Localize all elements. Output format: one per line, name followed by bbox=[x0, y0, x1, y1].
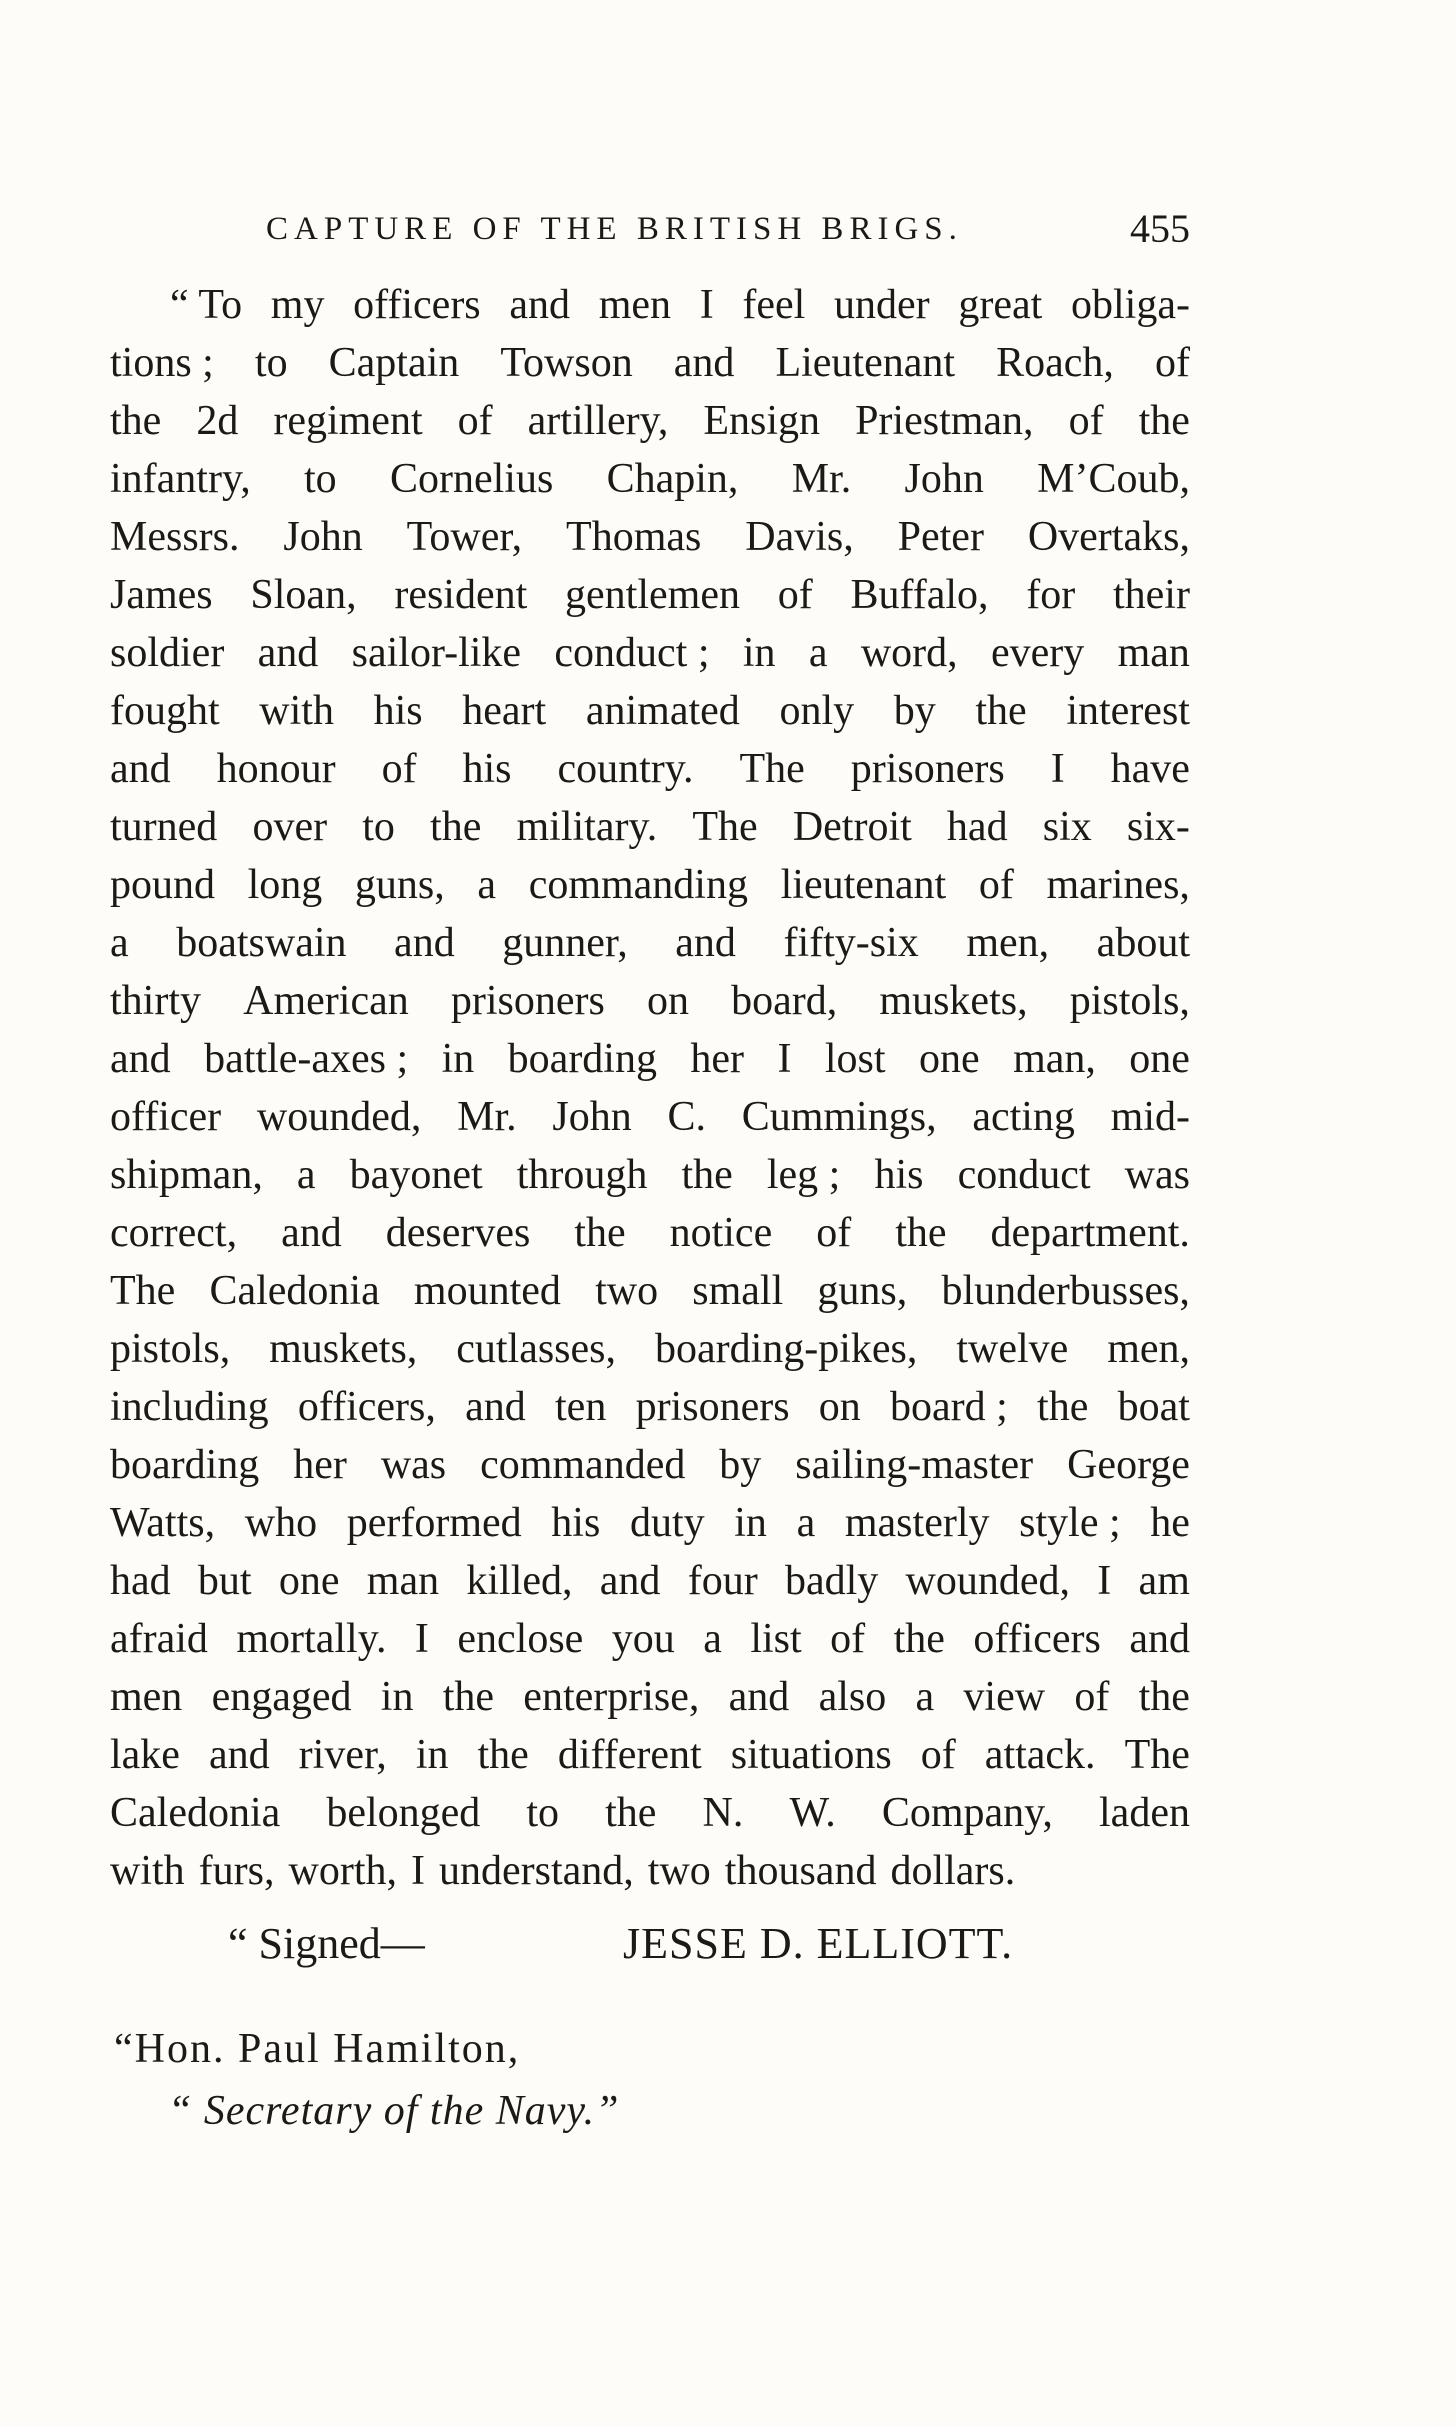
word: board, bbox=[731, 978, 838, 1024]
word: the bbox=[895, 1210, 947, 1256]
word: Buffalo, bbox=[850, 572, 989, 618]
word: one bbox=[1129, 1036, 1190, 1082]
word: pistols, bbox=[1069, 978, 1190, 1024]
word: Sloan, bbox=[250, 572, 357, 618]
addressee: “Hon. Paul Hamilton, bbox=[114, 2026, 521, 2072]
word: her bbox=[690, 1036, 745, 1082]
word: tions ; bbox=[110, 340, 214, 386]
text-line bbox=[110, 1030, 1190, 1088]
word: Thomas bbox=[566, 514, 702, 560]
word: of bbox=[816, 1210, 852, 1256]
page-number: 455 bbox=[1130, 206, 1190, 251]
word: C. bbox=[667, 1094, 706, 1140]
word: one bbox=[918, 1036, 980, 1082]
word: Mr. bbox=[791, 456, 852, 502]
word: mid- bbox=[1110, 1094, 1190, 1140]
text-line bbox=[110, 334, 1190, 392]
word: Towson bbox=[500, 340, 633, 386]
word: four bbox=[687, 1558, 758, 1604]
word: Caledonia bbox=[110, 1790, 281, 1836]
word: lost bbox=[824, 1036, 886, 1082]
word: including bbox=[110, 1384, 269, 1430]
word: sailor-like bbox=[351, 630, 522, 676]
word: the bbox=[1138, 1674, 1190, 1720]
text-line bbox=[110, 1146, 1190, 1204]
word: I bbox=[414, 1616, 429, 1662]
word: Detroit bbox=[792, 804, 912, 850]
word: guns, bbox=[817, 1268, 908, 1314]
text-line bbox=[110, 1552, 1190, 1610]
word: his bbox=[874, 1152, 924, 1198]
word: a bbox=[477, 862, 497, 908]
word: list bbox=[750, 1616, 802, 1662]
word: fifty-six bbox=[783, 920, 919, 966]
word: officers bbox=[353, 282, 481, 328]
word: Chapin, bbox=[606, 456, 739, 502]
word: Priestman, bbox=[855, 398, 1034, 444]
word: James bbox=[110, 572, 213, 618]
word: prisoners bbox=[450, 978, 605, 1024]
word: officers, bbox=[297, 1384, 436, 1430]
text-line bbox=[110, 624, 1190, 682]
word: I bbox=[777, 1036, 792, 1082]
word: by bbox=[719, 1442, 762, 1488]
word: belonged bbox=[326, 1790, 481, 1836]
word: had bbox=[946, 804, 1008, 850]
word: over bbox=[252, 804, 328, 850]
word: of bbox=[830, 1616, 866, 1662]
word: to bbox=[254, 340, 288, 386]
word: Roach, bbox=[996, 340, 1114, 386]
word: a bbox=[796, 1500, 816, 1546]
word: engaged bbox=[211, 1674, 352, 1720]
text-line bbox=[110, 1494, 1190, 1552]
word: and bbox=[1129, 1616, 1190, 1662]
word: boarding bbox=[507, 1036, 657, 1082]
word: on bbox=[818, 1384, 861, 1430]
word: six- bbox=[1126, 804, 1190, 850]
word: and bbox=[509, 282, 570, 328]
text-line bbox=[110, 392, 1190, 450]
word: leg ; bbox=[766, 1152, 841, 1198]
word: wounded, bbox=[905, 1558, 1071, 1604]
word: killed, bbox=[466, 1558, 573, 1604]
word: Messrs. bbox=[110, 514, 240, 560]
word: and bbox=[208, 1732, 270, 1778]
signature-line bbox=[110, 1918, 1190, 1978]
word: also bbox=[818, 1674, 887, 1720]
word: have bbox=[1110, 746, 1190, 792]
word: Mr. bbox=[457, 1094, 517, 1140]
word: every bbox=[990, 630, 1085, 676]
word: mortally. bbox=[236, 1616, 387, 1662]
word: Cornelius bbox=[389, 456, 554, 502]
word: the bbox=[893, 1616, 945, 1662]
word: great bbox=[958, 282, 1043, 328]
text-line bbox=[110, 1320, 1190, 1378]
word: the bbox=[681, 1152, 733, 1198]
word: W. bbox=[789, 1790, 836, 1836]
word: of bbox=[978, 862, 1014, 908]
word: boarding bbox=[110, 1442, 260, 1488]
word: of bbox=[1074, 1674, 1110, 1720]
word: blunderbusses, bbox=[941, 1268, 1190, 1314]
word: and bbox=[110, 746, 171, 792]
word: word, bbox=[860, 630, 958, 676]
word: notice bbox=[669, 1210, 773, 1256]
word: boarding-pikes, bbox=[654, 1326, 918, 1372]
word: men bbox=[598, 282, 671, 328]
word: I bbox=[1097, 1558, 1112, 1604]
word: six bbox=[1042, 804, 1092, 850]
word: of bbox=[777, 572, 813, 618]
word: for bbox=[1026, 572, 1076, 618]
word: and bbox=[257, 630, 319, 676]
text-line bbox=[110, 1378, 1190, 1436]
text-line bbox=[110, 450, 1190, 508]
word: of bbox=[381, 746, 417, 792]
word: lieutenant bbox=[780, 862, 947, 908]
word: guns, bbox=[354, 862, 445, 908]
word: river, bbox=[298, 1732, 387, 1778]
word: the bbox=[477, 1732, 529, 1778]
signature: JESSE D. ELLIOTT. bbox=[623, 1919, 1014, 1968]
word: the bbox=[1037, 1384, 1089, 1430]
word: Peter bbox=[897, 514, 984, 560]
word: Ensign bbox=[703, 398, 821, 444]
word: about bbox=[1096, 920, 1190, 966]
word: commanding bbox=[528, 862, 748, 908]
word: dollars. bbox=[890, 1848, 1016, 1894]
word: small bbox=[692, 1268, 784, 1314]
word: on bbox=[647, 978, 689, 1024]
word: officers bbox=[973, 1616, 1101, 1662]
word: gentlemen bbox=[565, 572, 740, 618]
word: correct, bbox=[110, 1210, 238, 1256]
word: resident bbox=[394, 572, 528, 618]
text-line bbox=[110, 682, 1190, 740]
word: understand, bbox=[439, 1848, 634, 1894]
word: a bbox=[808, 630, 828, 676]
word: Davis, bbox=[745, 514, 854, 560]
text-line bbox=[110, 740, 1190, 798]
word: conduct ; bbox=[554, 630, 710, 676]
word: style ; bbox=[1019, 1500, 1121, 1546]
word: was bbox=[380, 1442, 447, 1488]
text-line bbox=[110, 1436, 1190, 1494]
word: a bbox=[703, 1616, 722, 1662]
word: duty bbox=[629, 1500, 705, 1546]
word: to bbox=[304, 456, 337, 502]
word: situations bbox=[730, 1732, 892, 1778]
word: boatswain bbox=[176, 920, 347, 966]
text-line bbox=[110, 508, 1190, 566]
text-line bbox=[110, 914, 1190, 972]
word: had bbox=[110, 1558, 171, 1604]
word: 2d bbox=[196, 398, 239, 444]
word: obliga- bbox=[1070, 282, 1190, 328]
word: afraid bbox=[110, 1616, 208, 1662]
word: Company, bbox=[881, 1790, 1053, 1836]
word: was bbox=[1124, 1152, 1190, 1198]
word: of bbox=[1068, 398, 1104, 444]
word: performed bbox=[346, 1500, 522, 1546]
signed-label: “ Signed— bbox=[228, 1919, 425, 1968]
text-line bbox=[110, 1204, 1190, 1262]
word: regiment bbox=[273, 398, 423, 444]
word: bayonet bbox=[349, 1152, 483, 1198]
word: by bbox=[893, 688, 936, 734]
running-head bbox=[110, 205, 1190, 255]
word: turned bbox=[110, 804, 218, 850]
word: laden bbox=[1099, 1790, 1190, 1836]
word: am bbox=[1138, 1558, 1190, 1604]
word: with bbox=[259, 688, 334, 734]
text-line bbox=[110, 1610, 1190, 1668]
word: I bbox=[411, 1848, 425, 1894]
word: worth, bbox=[288, 1848, 397, 1894]
word: lake bbox=[110, 1732, 180, 1778]
word: deserves bbox=[385, 1210, 531, 1256]
word: a bbox=[296, 1152, 316, 1198]
word: The bbox=[1124, 1732, 1190, 1778]
word: Cummings, bbox=[741, 1094, 937, 1140]
word: marines, bbox=[1046, 862, 1190, 908]
word: military. bbox=[516, 804, 658, 850]
word: muskets, bbox=[269, 1326, 418, 1372]
word: department. bbox=[990, 1210, 1190, 1256]
word: The bbox=[110, 1268, 176, 1314]
word: of bbox=[457, 398, 493, 444]
word: men bbox=[110, 1674, 183, 1720]
word: M’Coub, bbox=[1037, 456, 1190, 502]
letter-body bbox=[110, 276, 1190, 1900]
word: officer bbox=[110, 1094, 222, 1140]
word: different bbox=[557, 1732, 702, 1778]
word: artillery, bbox=[527, 398, 669, 444]
word: a bbox=[915, 1674, 935, 1720]
word: their bbox=[1113, 572, 1190, 618]
word: view bbox=[963, 1674, 1046, 1720]
word: acting bbox=[972, 1094, 1075, 1140]
word: fought bbox=[110, 688, 220, 734]
word: The bbox=[692, 804, 758, 850]
word: soldier bbox=[110, 630, 225, 676]
word: man bbox=[1117, 630, 1190, 676]
word: the bbox=[430, 804, 482, 850]
word: American bbox=[243, 978, 409, 1024]
word: enclose bbox=[457, 1616, 584, 1662]
running-title: CAPTURE OF THE BRITISH BRIGS. bbox=[266, 211, 963, 247]
word: sailing-master bbox=[795, 1442, 1034, 1488]
word: his bbox=[551, 1500, 601, 1546]
word: shipman, bbox=[110, 1152, 263, 1198]
text-line bbox=[110, 1842, 1190, 1900]
word: my bbox=[270, 282, 325, 328]
word: John bbox=[552, 1094, 632, 1140]
word: animated bbox=[585, 688, 740, 734]
word: Tower, bbox=[406, 514, 523, 560]
word: of bbox=[1154, 340, 1190, 386]
word: gunner, bbox=[502, 920, 628, 966]
text-line bbox=[110, 1726, 1190, 1784]
word: heart bbox=[462, 688, 547, 734]
word: the bbox=[605, 1790, 657, 1836]
text-line bbox=[110, 856, 1190, 914]
word: to bbox=[362, 804, 395, 850]
word: in bbox=[415, 1732, 449, 1778]
word: the bbox=[442, 1674, 495, 1720]
word: Lieutenant bbox=[775, 340, 956, 386]
word: a bbox=[110, 920, 129, 966]
word: attack. bbox=[984, 1732, 1096, 1778]
word: who bbox=[244, 1500, 318, 1546]
word: pistols, bbox=[110, 1326, 231, 1372]
word: with bbox=[110, 1848, 185, 1894]
word: honour bbox=[216, 746, 336, 792]
word: infantry, bbox=[110, 456, 251, 502]
word: N. bbox=[702, 1790, 744, 1836]
word: you bbox=[611, 1616, 675, 1662]
word: board ; bbox=[890, 1384, 1008, 1430]
text-line bbox=[110, 972, 1190, 1030]
text-line bbox=[110, 1262, 1190, 1320]
word: the bbox=[110, 398, 162, 444]
word: Captain bbox=[328, 340, 460, 386]
word: two bbox=[647, 1848, 711, 1894]
word: of bbox=[920, 1732, 956, 1778]
word: he bbox=[1150, 1500, 1190, 1546]
word: and bbox=[728, 1674, 790, 1720]
word: two bbox=[595, 1268, 659, 1314]
word: and bbox=[675, 920, 736, 966]
text-line bbox=[110, 276, 1190, 334]
word: masterly bbox=[844, 1500, 990, 1546]
word: in bbox=[734, 1500, 767, 1546]
word: twelve bbox=[956, 1326, 1069, 1372]
word: in bbox=[441, 1036, 475, 1082]
word: muskets, bbox=[879, 978, 1028, 1024]
word: George bbox=[1067, 1442, 1190, 1488]
word: John bbox=[904, 456, 984, 502]
word: country. bbox=[557, 746, 694, 792]
word: feel bbox=[742, 282, 806, 328]
word: through bbox=[516, 1152, 648, 1198]
text-line bbox=[110, 1784, 1190, 1842]
word: The bbox=[739, 746, 805, 792]
word: boat bbox=[1117, 1384, 1190, 1430]
word: thirty bbox=[110, 978, 201, 1024]
word: his bbox=[373, 688, 423, 734]
word: one bbox=[278, 1558, 340, 1604]
word: interest bbox=[1066, 688, 1190, 734]
word: Watts, bbox=[110, 1500, 216, 1546]
word: John bbox=[283, 514, 363, 560]
word: man bbox=[366, 1558, 440, 1604]
word: in bbox=[742, 630, 776, 676]
word: “ To bbox=[170, 282, 243, 328]
word: to bbox=[526, 1790, 560, 1836]
word: and bbox=[673, 340, 735, 386]
word: her bbox=[293, 1442, 347, 1488]
word: the bbox=[1138, 398, 1190, 444]
word: the bbox=[975, 688, 1027, 734]
word: but bbox=[197, 1558, 252, 1604]
word: pound bbox=[110, 862, 215, 908]
word: I bbox=[1050, 746, 1065, 792]
word: mounted bbox=[413, 1268, 561, 1314]
text-line bbox=[110, 1088, 1190, 1146]
word: and bbox=[394, 920, 455, 966]
word: men, bbox=[966, 920, 1050, 966]
word: men, bbox=[1107, 1326, 1190, 1372]
word: battle-axes ; bbox=[204, 1036, 409, 1082]
word: furs, bbox=[198, 1848, 275, 1894]
word: Overtaks, bbox=[1027, 514, 1190, 560]
word: and bbox=[281, 1210, 342, 1256]
word: and bbox=[465, 1384, 526, 1430]
word: and bbox=[599, 1558, 661, 1604]
word: long bbox=[247, 862, 323, 908]
word: prisoners bbox=[850, 746, 1005, 792]
word: conduct bbox=[957, 1152, 1091, 1198]
word: his bbox=[462, 746, 512, 792]
word: the bbox=[574, 1210, 626, 1256]
addressee-title: “ Secretary of the Navy.” bbox=[168, 2088, 620, 2134]
word: commanded bbox=[480, 1442, 686, 1488]
text-line bbox=[110, 798, 1190, 856]
word: and bbox=[110, 1036, 171, 1082]
word: in bbox=[380, 1674, 414, 1720]
word: man, bbox=[1013, 1036, 1096, 1082]
word: ten bbox=[555, 1384, 607, 1430]
text-line bbox=[110, 566, 1190, 624]
word: badly bbox=[784, 1558, 879, 1604]
word: I bbox=[699, 282, 714, 328]
text-line bbox=[110, 1668, 1190, 1726]
word: prisoners bbox=[635, 1384, 790, 1430]
word: Caledonia bbox=[209, 1268, 380, 1314]
word: thousand bbox=[724, 1848, 877, 1894]
word: only bbox=[779, 688, 855, 734]
word: cutlasses, bbox=[456, 1326, 617, 1372]
word: enterprise, bbox=[523, 1674, 700, 1720]
word: wounded, bbox=[256, 1094, 422, 1140]
word: under bbox=[834, 282, 930, 328]
